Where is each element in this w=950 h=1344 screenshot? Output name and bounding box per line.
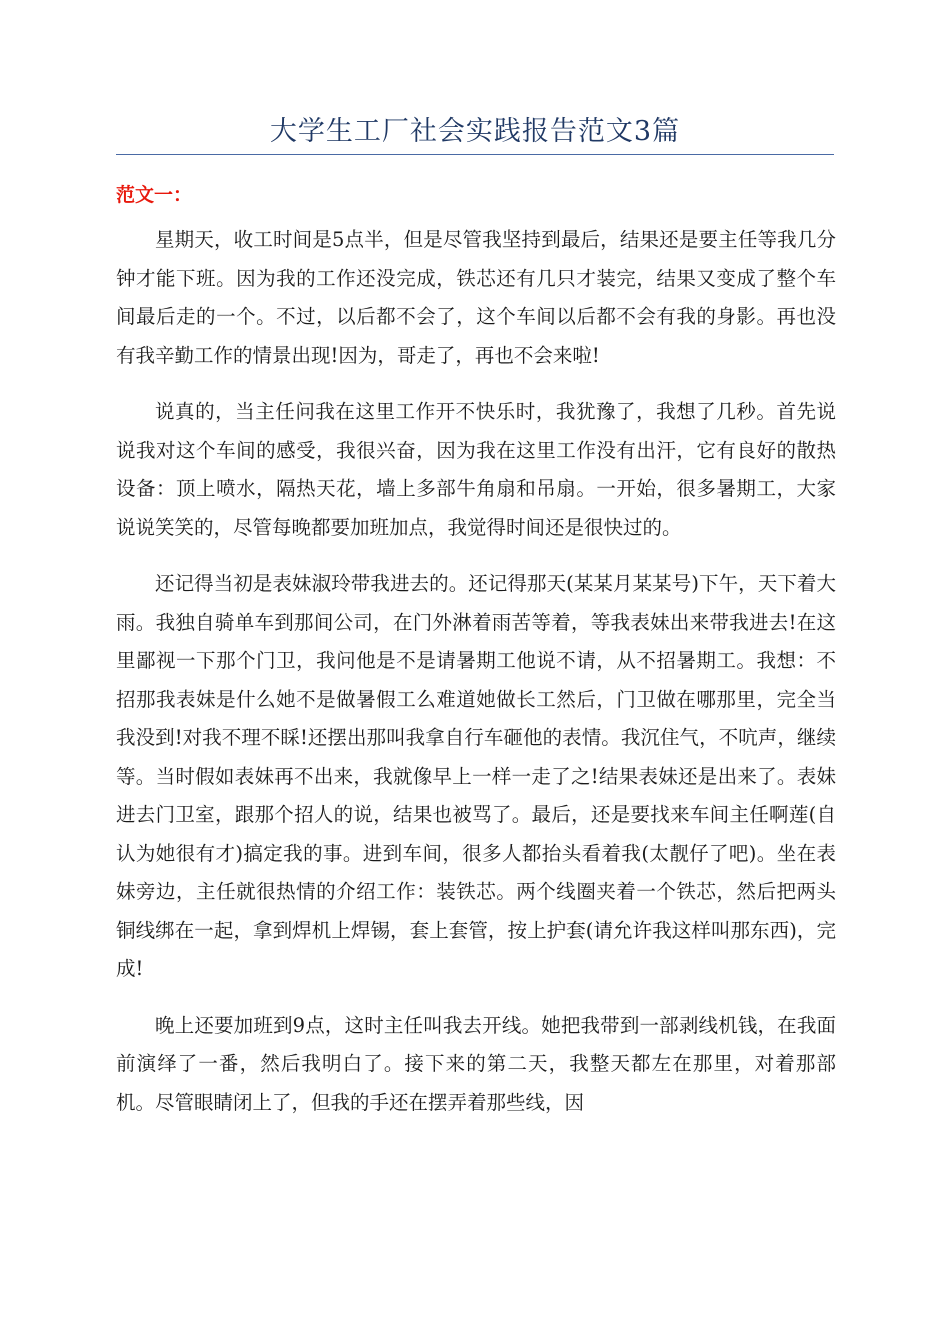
title-block	[116, 112, 834, 156]
paragraph-4: 晚上还要加班到9点，这时主任叫我去开线。她把我带到一部剥线机钱，在我面前演绎了一番，然后我明白了。接下来的第二天，我整天都左在那里，对着那部机。尽管眼睛闭上了，但我的手还在摆弄着那些线，因	[116, 1013, 836, 1114]
paragraph-2: 说真的，当主任问我在这里工作开不快乐时，我犹豫了，我想了几秒。首先说说我对这个车间的感受，我很兴奋，因为我在这里工作没有出汗，它有良好的散热设备：顶上喷水，隔热天花，墙上多部牛角扇和吊扇。一开始，很多暑期工，大家说说笑笑的，尽管每晚都要加班加点，我觉得时间还是很快过的。	[116, 400, 836, 539]
document-body	[116, 221, 836, 1344]
paragraph-1: 星期天，收工时间是5点半，但是尽管我坚持到最后，结果还是要主任等我几分钟才能下班。因为我的工作还没完成，铁芯还有几只才装完，结果又变成了整个车间最后走的一个。不过，以后都不会了，这个车间以后都不会有我的身影。再也没有我辛勤工作的情景出现!因为，哥走了，再也不会来啦!	[116, 228, 836, 367]
section-heading: 范文一：	[116, 184, 193, 206]
paragraph-3: 还记得当初是表妹淑玲带我进去的。还记得那天(某某月某某号)下午，天下着大雨。我独自骑单车到那间公司，在门外淋着雨苦等着，等我表妹出来带我进去!在这里鄙视一下那个门卫，我问他是不是请暑期工他说不请，从不招暑期工。我想：不招那我表妹是什么她不是做暑假工么难道她做长工然后，门卫做在哪那里，完全当我没到!对我不理不睬!还摆出那叫我拿自行车砸他的表情。我沉住气，不吭声，继续等。当时假如表妹再不出来，我就像早上一样一走了之!结果表妹还是出来了。表妹进去门卫室，跟那个招人的说，结果也被骂了。最后，还是要找来车间主任啊莲(自认为她很有才)搞定我的事。进到车间，很多人都抬头看着我(太靓仔了吧)。坐在表妹旁边，主任就很热情的介绍工作：装铁芯。两个线圈夹着一个铁芯，然后把两头铜线绑在一起，拿到焊机上焊锡，套上套管，按上护套(请允许我这样叫那东西)，完成!	[116, 572, 836, 980]
title-underline	[116, 154, 834, 155]
document-title: 大学生工厂社会实践报告范文3篇	[269, 116, 681, 147]
